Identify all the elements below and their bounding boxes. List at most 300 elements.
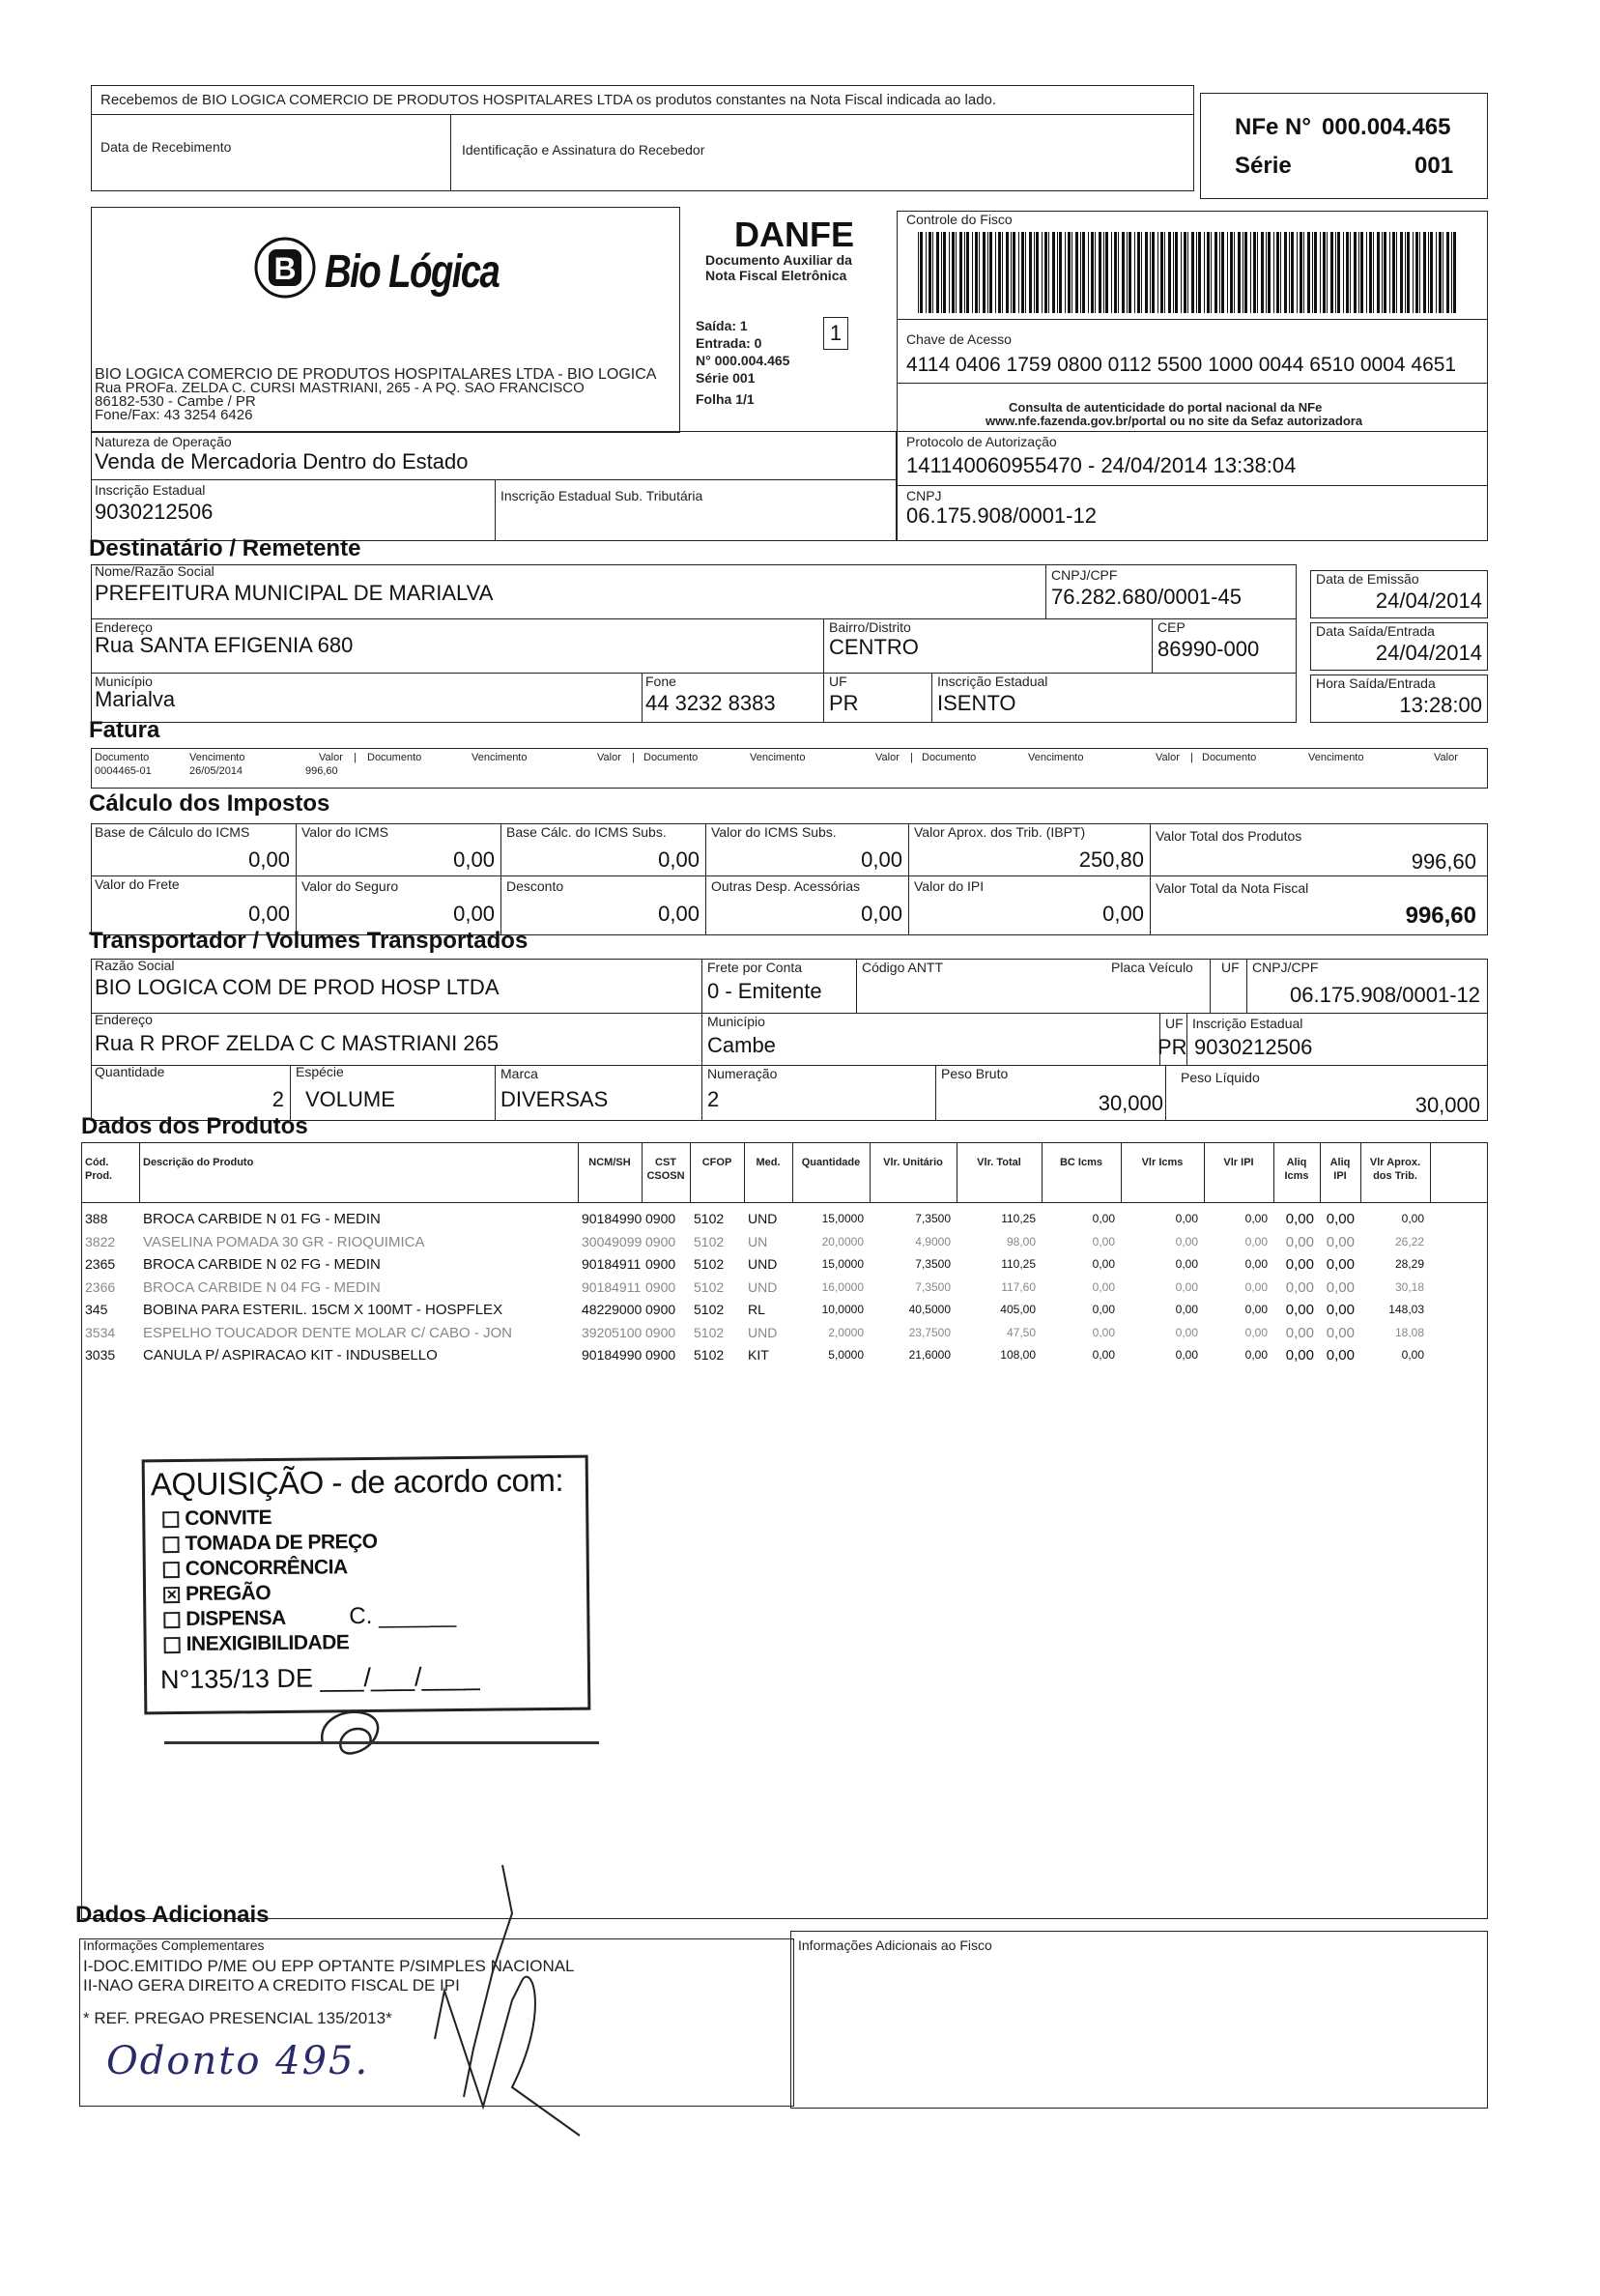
checkbox-icon xyxy=(164,1637,181,1653)
product-cell: 0,00 xyxy=(1285,1256,1314,1273)
product-cell: 90184990 xyxy=(582,1347,643,1363)
danfe-folha: Folha 1/1 xyxy=(696,391,755,407)
barcode-bar xyxy=(932,232,933,313)
barcode-bar xyxy=(1230,232,1233,313)
barcode-bar xyxy=(1160,232,1163,313)
product-cell: 0,00 xyxy=(1244,1348,1268,1362)
product-cell: 90184990 xyxy=(582,1211,643,1226)
product-cell: 0900 xyxy=(645,1302,676,1317)
barcode-bar xyxy=(1360,232,1363,313)
nfe-numero: 000.004.465 xyxy=(1322,114,1451,140)
table-column-divider xyxy=(1121,1142,1122,1202)
nfe-label: NFe N° xyxy=(1235,114,1311,140)
table-column-divider xyxy=(1320,1142,1321,1202)
dest-ie: ISENTO xyxy=(937,691,1016,715)
product-cell: 0900 xyxy=(645,1256,676,1272)
consulta-1: Consulta de autenticidade do portal nacional da NFe xyxy=(1009,400,1323,415)
product-cell: 0,00 xyxy=(1092,1234,1115,1248)
fisco-adicionais-box xyxy=(790,1931,1488,2109)
product-header: CFOP xyxy=(701,1157,732,1168)
barcode-bar xyxy=(1307,232,1310,313)
consulta-2: www.nfe.fazenda.gov.br/portal ou no site da Sefaz autorizadora xyxy=(986,414,1363,428)
emitente-fone: Fone/Fax: 43 3254 6426 xyxy=(95,407,253,423)
product-cell: 39205100 xyxy=(582,1324,643,1340)
fatura-valor-label-5: Valor xyxy=(1434,752,1458,763)
product-cell: UND xyxy=(748,1211,778,1226)
product-description: VASELINA POMADA 30 GR - RIOQUIMICA xyxy=(143,1233,425,1250)
barcode-bar xyxy=(1253,232,1256,313)
barcode-bar xyxy=(941,232,942,313)
dest-bairro-label: Bairro/Distrito xyxy=(829,619,911,635)
barcode-bar xyxy=(1196,232,1197,313)
barcode-bar xyxy=(1118,232,1119,313)
dest-fone: 44 3232 8383 xyxy=(645,691,776,715)
product-cell: 23,7500 xyxy=(908,1325,951,1339)
product-cell: 0,00 xyxy=(1401,1348,1424,1362)
table-column-divider xyxy=(792,1142,793,1202)
product-cell: 7,3500 xyxy=(915,1257,951,1271)
product-description: ESPELHO TOUCADOR DENTE MOLAR C/ CABO - JON xyxy=(143,1324,513,1341)
barcode-bar xyxy=(1068,232,1071,313)
product-cell: RL xyxy=(748,1302,765,1317)
fatura-valor: 996,60 xyxy=(305,765,338,777)
barcode-bar xyxy=(1276,232,1279,313)
transp-ie-label: Inscrição Estadual xyxy=(1192,1016,1303,1031)
transp-peso-liq: 30,000 xyxy=(1414,1093,1480,1117)
product-header: Vlr. Total xyxy=(977,1157,1021,1168)
fatura-venc-label-5: Vencimento xyxy=(1308,752,1364,763)
barcode-bar xyxy=(1091,232,1094,313)
produtos-section: Dados dos Produtos xyxy=(81,1113,308,1139)
destinatario-section: Destinatário / Remetente xyxy=(89,535,361,561)
product-cell: 5,0000 xyxy=(828,1348,864,1362)
seguro-label: Valor do Seguro xyxy=(301,878,399,894)
barcode-bar xyxy=(1129,232,1131,313)
product-cell: 0,00 xyxy=(1326,1256,1355,1273)
barcode-bar xyxy=(959,232,962,313)
transp-endereco: Rua R PROF ZELDA C C MASTRIANI 265 xyxy=(95,1031,500,1055)
barcode-bar xyxy=(926,232,927,313)
checkbox-icon: ✕ xyxy=(163,1587,180,1603)
fatura-venc-label-2: Vencimento xyxy=(471,752,528,763)
product-cell: 20,0000 xyxy=(821,1234,864,1248)
transp-uf2: PR xyxy=(1157,1035,1187,1059)
barcode-bar xyxy=(1168,232,1171,313)
stamp-linha-c: C. ______ xyxy=(349,1602,457,1630)
manuscrito-odonto: Odonto 495. xyxy=(106,2039,370,2083)
product-header: Aliq Icms xyxy=(1284,1157,1309,1182)
barcode-bar xyxy=(1103,232,1104,313)
dest-cnpj: 76.282.680/0001-45 xyxy=(1051,585,1242,609)
stamp-option-label: DISPENSA xyxy=(186,1606,286,1630)
transp-numeracao: 2 xyxy=(707,1087,720,1111)
product-cell: 0900 xyxy=(645,1211,676,1226)
barcode-bar xyxy=(1191,232,1194,313)
product-cell: 0,00 xyxy=(1326,1278,1355,1296)
barcode-bar xyxy=(1036,232,1039,313)
fatura-venc-label-3: Vencimento xyxy=(750,752,806,763)
product-cell: 98,00 xyxy=(1006,1234,1036,1248)
barcode-bar xyxy=(1413,232,1414,313)
chave-acesso-label: Chave de Acesso xyxy=(906,331,1012,347)
product-cell: 48229000 xyxy=(582,1302,643,1317)
total-nf-label: Valor Total da Nota Fiscal xyxy=(1156,880,1309,896)
barcode-bar xyxy=(1300,232,1302,313)
barcode-bar xyxy=(1430,232,1433,313)
product-cell: 30,18 xyxy=(1394,1279,1424,1294)
fisco-adicionais-label: Informações Adicionais ao Fisco xyxy=(798,1937,992,1953)
table-column-divider xyxy=(1273,1142,1274,1202)
dest-cep-label: CEP xyxy=(1157,619,1186,635)
product-cell: 2366 xyxy=(85,1278,116,1295)
product-cell: 5102 xyxy=(694,1278,725,1295)
barcode-bar xyxy=(972,232,973,313)
stamp-option-label: PREGÃO xyxy=(185,1582,271,1605)
barcode-bar xyxy=(1392,232,1395,313)
hora: 13:28:00 xyxy=(1399,693,1482,717)
barcode-bar xyxy=(1034,232,1035,313)
product-header: BC Icms xyxy=(1059,1157,1103,1168)
product-cell: 2,0000 xyxy=(828,1325,864,1339)
compl-linha3: * REF. PREGAO PRESENCIAL 135/2013* xyxy=(83,2009,392,2027)
frete: 0,00 xyxy=(248,902,290,926)
product-header: NCM/SH xyxy=(588,1157,631,1168)
transp-placa-label: Placa Veículo xyxy=(1111,960,1193,975)
dest-bairro: CENTRO xyxy=(829,635,919,659)
barcode-bar xyxy=(1164,232,1165,313)
barcode-bar xyxy=(1337,232,1340,313)
transp-cnpj-label: CNPJ/CPF xyxy=(1252,960,1319,975)
transp-razao: BIO LOGICA COM DE PROD HOSP LTDA xyxy=(95,975,500,999)
transp-antt-label: Código ANTT xyxy=(862,960,944,975)
valor-icms: 0,00 xyxy=(453,847,495,872)
barcode-bar xyxy=(987,232,988,313)
barcode-bar xyxy=(1389,232,1390,313)
valor-st: 0,00 xyxy=(861,847,902,872)
barcode-bar xyxy=(1335,232,1336,313)
barcode-bar xyxy=(1400,232,1403,313)
fisco-cnpj: 06.175.908/0001-12 xyxy=(906,503,1097,528)
barcode-bar xyxy=(1088,232,1089,313)
product-header: Vlr IPI xyxy=(1223,1157,1254,1168)
barcode-bar xyxy=(1145,232,1148,313)
product-cell: 0,00 xyxy=(1092,1325,1115,1339)
fatura-doc-label-4: Documento xyxy=(922,752,977,763)
barcode-bar xyxy=(1059,232,1062,313)
barcode-bar xyxy=(1137,232,1140,313)
barcode-bar xyxy=(1415,232,1418,313)
saida-label: Data Saída/Entrada xyxy=(1316,623,1435,639)
stamp-option xyxy=(163,1580,378,1607)
stamp-numero: N°135/13 DE ___/___/____ xyxy=(159,1661,480,1695)
barcode-bar xyxy=(989,232,992,313)
product-cell: 0,00 xyxy=(1175,1303,1198,1316)
product-cell: 110,25 xyxy=(1001,1212,1036,1225)
barcode-bar xyxy=(1377,232,1380,313)
fisco-cnpj-label: CNPJ xyxy=(906,488,942,503)
danfe-numero: N° 000.004.465 xyxy=(696,353,790,368)
product-cell: 0,00 xyxy=(1175,1279,1198,1294)
protocolo-label: Protocolo de Autorização xyxy=(906,434,1057,449)
hora-label: Hora Saída/Entrada xyxy=(1316,675,1436,691)
barcode-bar xyxy=(1152,232,1155,313)
fatura-sep: | xyxy=(354,752,357,763)
transp-razao-label: Razão Social xyxy=(95,958,175,973)
compl-linha2: II-NAO GERA DIREITO A CREDITO FISCAL DE IPI xyxy=(83,1976,460,1995)
compl-label: Informações Complementares xyxy=(83,1937,265,1953)
product-cell: 0,00 xyxy=(1244,1325,1268,1339)
logo-text: Bio Lógica xyxy=(325,246,500,298)
product-cell: 0,00 xyxy=(1401,1212,1424,1225)
barcode-bar xyxy=(929,232,931,313)
barcode-bar xyxy=(1407,232,1410,313)
barcode-bar xyxy=(1127,232,1128,313)
product-cell: 0,00 xyxy=(1244,1303,1268,1316)
barcode-bar xyxy=(1327,232,1328,313)
barcode-bar xyxy=(943,232,946,313)
table-column-divider xyxy=(744,1142,745,1202)
barcode-bar xyxy=(1150,232,1151,313)
table-column-divider xyxy=(870,1142,871,1202)
barcode-bar xyxy=(1065,232,1066,313)
dest-cep: 86990-000 xyxy=(1157,637,1260,661)
barcode-bar xyxy=(983,232,986,313)
product-cell: 10,0000 xyxy=(821,1303,864,1316)
product-header: Descrição do Produto xyxy=(143,1157,254,1168)
product-cell: 0,00 xyxy=(1244,1234,1268,1248)
product-cell: 0,00 xyxy=(1285,1302,1314,1318)
dest-municipio: Marialva xyxy=(95,687,176,711)
barcode-bar xyxy=(1323,232,1326,313)
barcode-bar xyxy=(1227,232,1228,313)
danfe-entrada: Entrada: 0 xyxy=(696,335,762,351)
data-recebimento-label: Data de Recebimento xyxy=(100,139,232,155)
total-nf: 996,60 xyxy=(1405,903,1476,929)
barcode-bar xyxy=(1439,232,1442,313)
canhoto-recebemos: Recebemos de BIO LOGICA COMERCIO DE PRODUTOS HOSPITALARES LTDA os produtos constantes na Nota Fiscal indicada ao lado. xyxy=(100,92,997,108)
product-cell: 3035 xyxy=(85,1347,116,1363)
barcode-bar xyxy=(956,232,957,313)
aprox: 250,80 xyxy=(1078,847,1144,872)
barcode-bar xyxy=(1297,232,1298,313)
dest-nome-label: Nome/Razão Social xyxy=(95,563,214,579)
barcode-bar xyxy=(979,232,980,313)
base-st: 0,00 xyxy=(658,847,700,872)
product-cell: 4,9000 xyxy=(915,1234,951,1248)
barcode-bar xyxy=(1280,232,1281,313)
emissao: 24/04/2014 xyxy=(1375,588,1482,613)
product-cell: 0,00 xyxy=(1175,1348,1198,1362)
barcode-bar xyxy=(1330,232,1333,313)
product-cell: 0,00 xyxy=(1285,1211,1314,1227)
product-cell: 26,22 xyxy=(1394,1234,1424,1248)
barcode-bar xyxy=(1181,232,1182,313)
product-cell: 7,3500 xyxy=(915,1279,951,1294)
product-cell: 7,3500 xyxy=(915,1212,951,1225)
emitente-razao: BIO LOGICA COMERCIO DE PRODUTOS HOSPITALARES LTDA - BIO LOGICA xyxy=(95,366,657,383)
ipi: 0,00 xyxy=(1102,902,1144,926)
barcode-bar xyxy=(1075,232,1078,313)
serie-label: Série xyxy=(1235,153,1292,179)
fatura-vencimento: 26/05/2014 xyxy=(189,765,243,777)
nfe-number-box xyxy=(1200,93,1488,199)
barcode-bar xyxy=(1219,232,1220,313)
ie-label: Inscrição Estadual xyxy=(95,482,206,498)
protocolo: 141140060955470 - 24/04/2014 13:38:04 xyxy=(906,453,1297,477)
barcode-bar xyxy=(1303,232,1304,313)
barcode-bar xyxy=(1343,232,1344,313)
table-column-divider xyxy=(1204,1142,1205,1202)
product-cell: 108,00 xyxy=(1000,1348,1036,1362)
product-cell: 0,00 xyxy=(1285,1324,1314,1341)
outras-label: Outras Desp. Acessórias xyxy=(711,878,861,894)
checkbox-icon xyxy=(163,1562,180,1578)
product-cell: 5102 xyxy=(694,1302,725,1317)
barcode-bar xyxy=(1018,232,1019,313)
barcode-bar xyxy=(1268,232,1271,313)
fatura-valor-label-4: Valor xyxy=(1156,752,1180,763)
product-cell: 345 xyxy=(85,1302,108,1317)
product-cell: 5102 xyxy=(694,1233,725,1249)
table-column-divider xyxy=(1360,1142,1361,1202)
product-cell: 15,0000 xyxy=(821,1257,864,1271)
barcode-bar xyxy=(1082,232,1085,313)
product-cell: 0,00 xyxy=(1244,1279,1268,1294)
barcode-bar xyxy=(1366,232,1367,313)
barcode-bar xyxy=(1052,232,1055,313)
transp-endereco-label: Endereço xyxy=(95,1012,153,1027)
barcode-bar xyxy=(1029,232,1032,313)
adicionais-section: Dados Adicionais xyxy=(75,1902,270,1928)
barcode-bar xyxy=(1114,232,1117,313)
barcode-bar xyxy=(1428,232,1429,313)
aquisicao-stamp xyxy=(142,1455,591,1715)
transp-qtd-label: Quantidade xyxy=(95,1064,165,1079)
barcode-bar xyxy=(1057,232,1058,313)
dest-nome: PREFEITURA MUNICIPAL DE MARIALVA xyxy=(95,581,494,605)
product-cell: 0,00 xyxy=(1175,1325,1198,1339)
transp-especie: VOLUME xyxy=(305,1087,395,1111)
svg-text:B: B xyxy=(273,251,297,286)
product-cell: 0,00 xyxy=(1285,1233,1314,1250)
barcode-bar xyxy=(1423,232,1426,313)
product-cell: 28,29 xyxy=(1394,1257,1424,1271)
product-cell: 117,60 xyxy=(1001,1279,1036,1294)
table-column-divider xyxy=(642,1142,643,1202)
product-cell: 5102 xyxy=(694,1256,725,1272)
fatura-doc-label: Documento xyxy=(95,752,150,763)
product-cell: 0900 xyxy=(645,1233,676,1249)
barcode-bar xyxy=(1234,232,1235,313)
product-cell: 110,25 xyxy=(1001,1257,1036,1271)
barcode-bar xyxy=(1002,232,1003,313)
product-cell: 40,5000 xyxy=(908,1303,951,1316)
barcode-bar xyxy=(936,232,939,313)
product-header: Vlr Aprox. dos Trib. xyxy=(1369,1157,1421,1182)
barcode-bar xyxy=(1006,232,1009,313)
barcode-bar xyxy=(1419,232,1420,313)
barcode-bar xyxy=(1373,232,1374,313)
barcode-bar xyxy=(1204,232,1205,313)
barcode-bar xyxy=(1257,232,1258,313)
product-description: BROCA CARBIDE N 02 FG - MEDIN xyxy=(143,1256,381,1273)
danfe-serie: Série 001 xyxy=(696,370,756,386)
product-description: CANULA P/ ASPIRACAO KIT - INDUSBELLO xyxy=(143,1347,438,1363)
stamp-option-label: CONVITE xyxy=(185,1507,272,1530)
product-description: BROCA CARBIDE N 04 FG - MEDIN xyxy=(143,1278,381,1296)
product-cell: 0,00 xyxy=(1326,1233,1355,1250)
table-column-divider xyxy=(1042,1142,1043,1202)
barcode-bar xyxy=(1266,232,1267,313)
transp-peso-liq-label: Peso Líquido xyxy=(1181,1070,1260,1085)
base-st-label: Base Cálc. do ICMS Subs. xyxy=(506,824,667,840)
dest-endereco-label: Endereço xyxy=(95,619,153,635)
barcode-bar xyxy=(1042,232,1043,313)
stamp-option xyxy=(162,1505,377,1532)
barcode-bar xyxy=(1025,232,1026,313)
barcode-bar xyxy=(1273,232,1274,313)
barcode-bar xyxy=(1021,232,1024,313)
fatura-sep-3: | xyxy=(910,752,913,763)
fatura-venc-label: Vencimento xyxy=(189,752,245,763)
transp-numeracao-label: Numeração xyxy=(707,1066,778,1081)
danfe-tipo-box: 1 xyxy=(823,317,848,350)
chave-acesso: 4114 0406 1759 0800 0112 5500 1000 0044 6510 0004 4651 xyxy=(906,354,1457,376)
barcode-bar xyxy=(1312,232,1313,313)
transp-frete-label: Frete por Conta xyxy=(707,960,803,975)
barcode-bar xyxy=(1453,232,1456,313)
barcode-bar xyxy=(1405,232,1406,313)
barcode-bar xyxy=(1244,232,1247,313)
barcode-bar xyxy=(964,232,965,313)
table-column-divider xyxy=(1430,1142,1431,1202)
product-cell: 5102 xyxy=(694,1347,725,1363)
barcode xyxy=(918,232,1459,313)
barcode-bar xyxy=(1289,232,1290,313)
table-column-divider xyxy=(578,1142,579,1202)
biologica-logo-icon xyxy=(253,236,317,300)
transp-peso-bruto-label: Peso Bruto xyxy=(941,1066,1009,1081)
barcode-bar xyxy=(1157,232,1158,313)
table-column-divider xyxy=(690,1142,691,1202)
danfe-saida: Saída: 1 xyxy=(696,318,748,333)
dest-ie-label: Inscrição Estadual xyxy=(937,674,1048,689)
stamp-option xyxy=(163,1605,378,1632)
ipi-label: Valor do IPI xyxy=(914,878,985,894)
product-cell: 0,00 xyxy=(1092,1212,1115,1225)
stamp-option xyxy=(162,1530,377,1557)
barcode-bar xyxy=(1238,232,1241,313)
transportador-section: Transportador / Volumes Transportados xyxy=(89,928,529,954)
barcode-bar xyxy=(1105,232,1108,313)
product-cell: 0900 xyxy=(645,1324,676,1340)
product-header: Aliq IPI xyxy=(1329,1157,1351,1182)
table-column-divider xyxy=(139,1142,140,1202)
product-cell: 18,08 xyxy=(1394,1325,1424,1339)
barcode-bar xyxy=(966,232,969,313)
emitente-cep: 86182-530 - Cambe / PR xyxy=(95,393,256,410)
product-cell: 3534 xyxy=(85,1324,116,1340)
product-header: Cód. Prod. xyxy=(85,1157,113,1182)
stamp-option xyxy=(163,1555,378,1582)
barcode-bar xyxy=(1354,232,1357,313)
product-cell: 15,0000 xyxy=(821,1212,864,1225)
product-cell: 47,50 xyxy=(1006,1325,1036,1339)
saida: 24/04/2014 xyxy=(1375,641,1482,665)
fatura-valor-label: Valor xyxy=(319,752,343,763)
product-cell: 0,00 xyxy=(1326,1347,1355,1363)
product-cell: 0,00 xyxy=(1326,1211,1355,1227)
